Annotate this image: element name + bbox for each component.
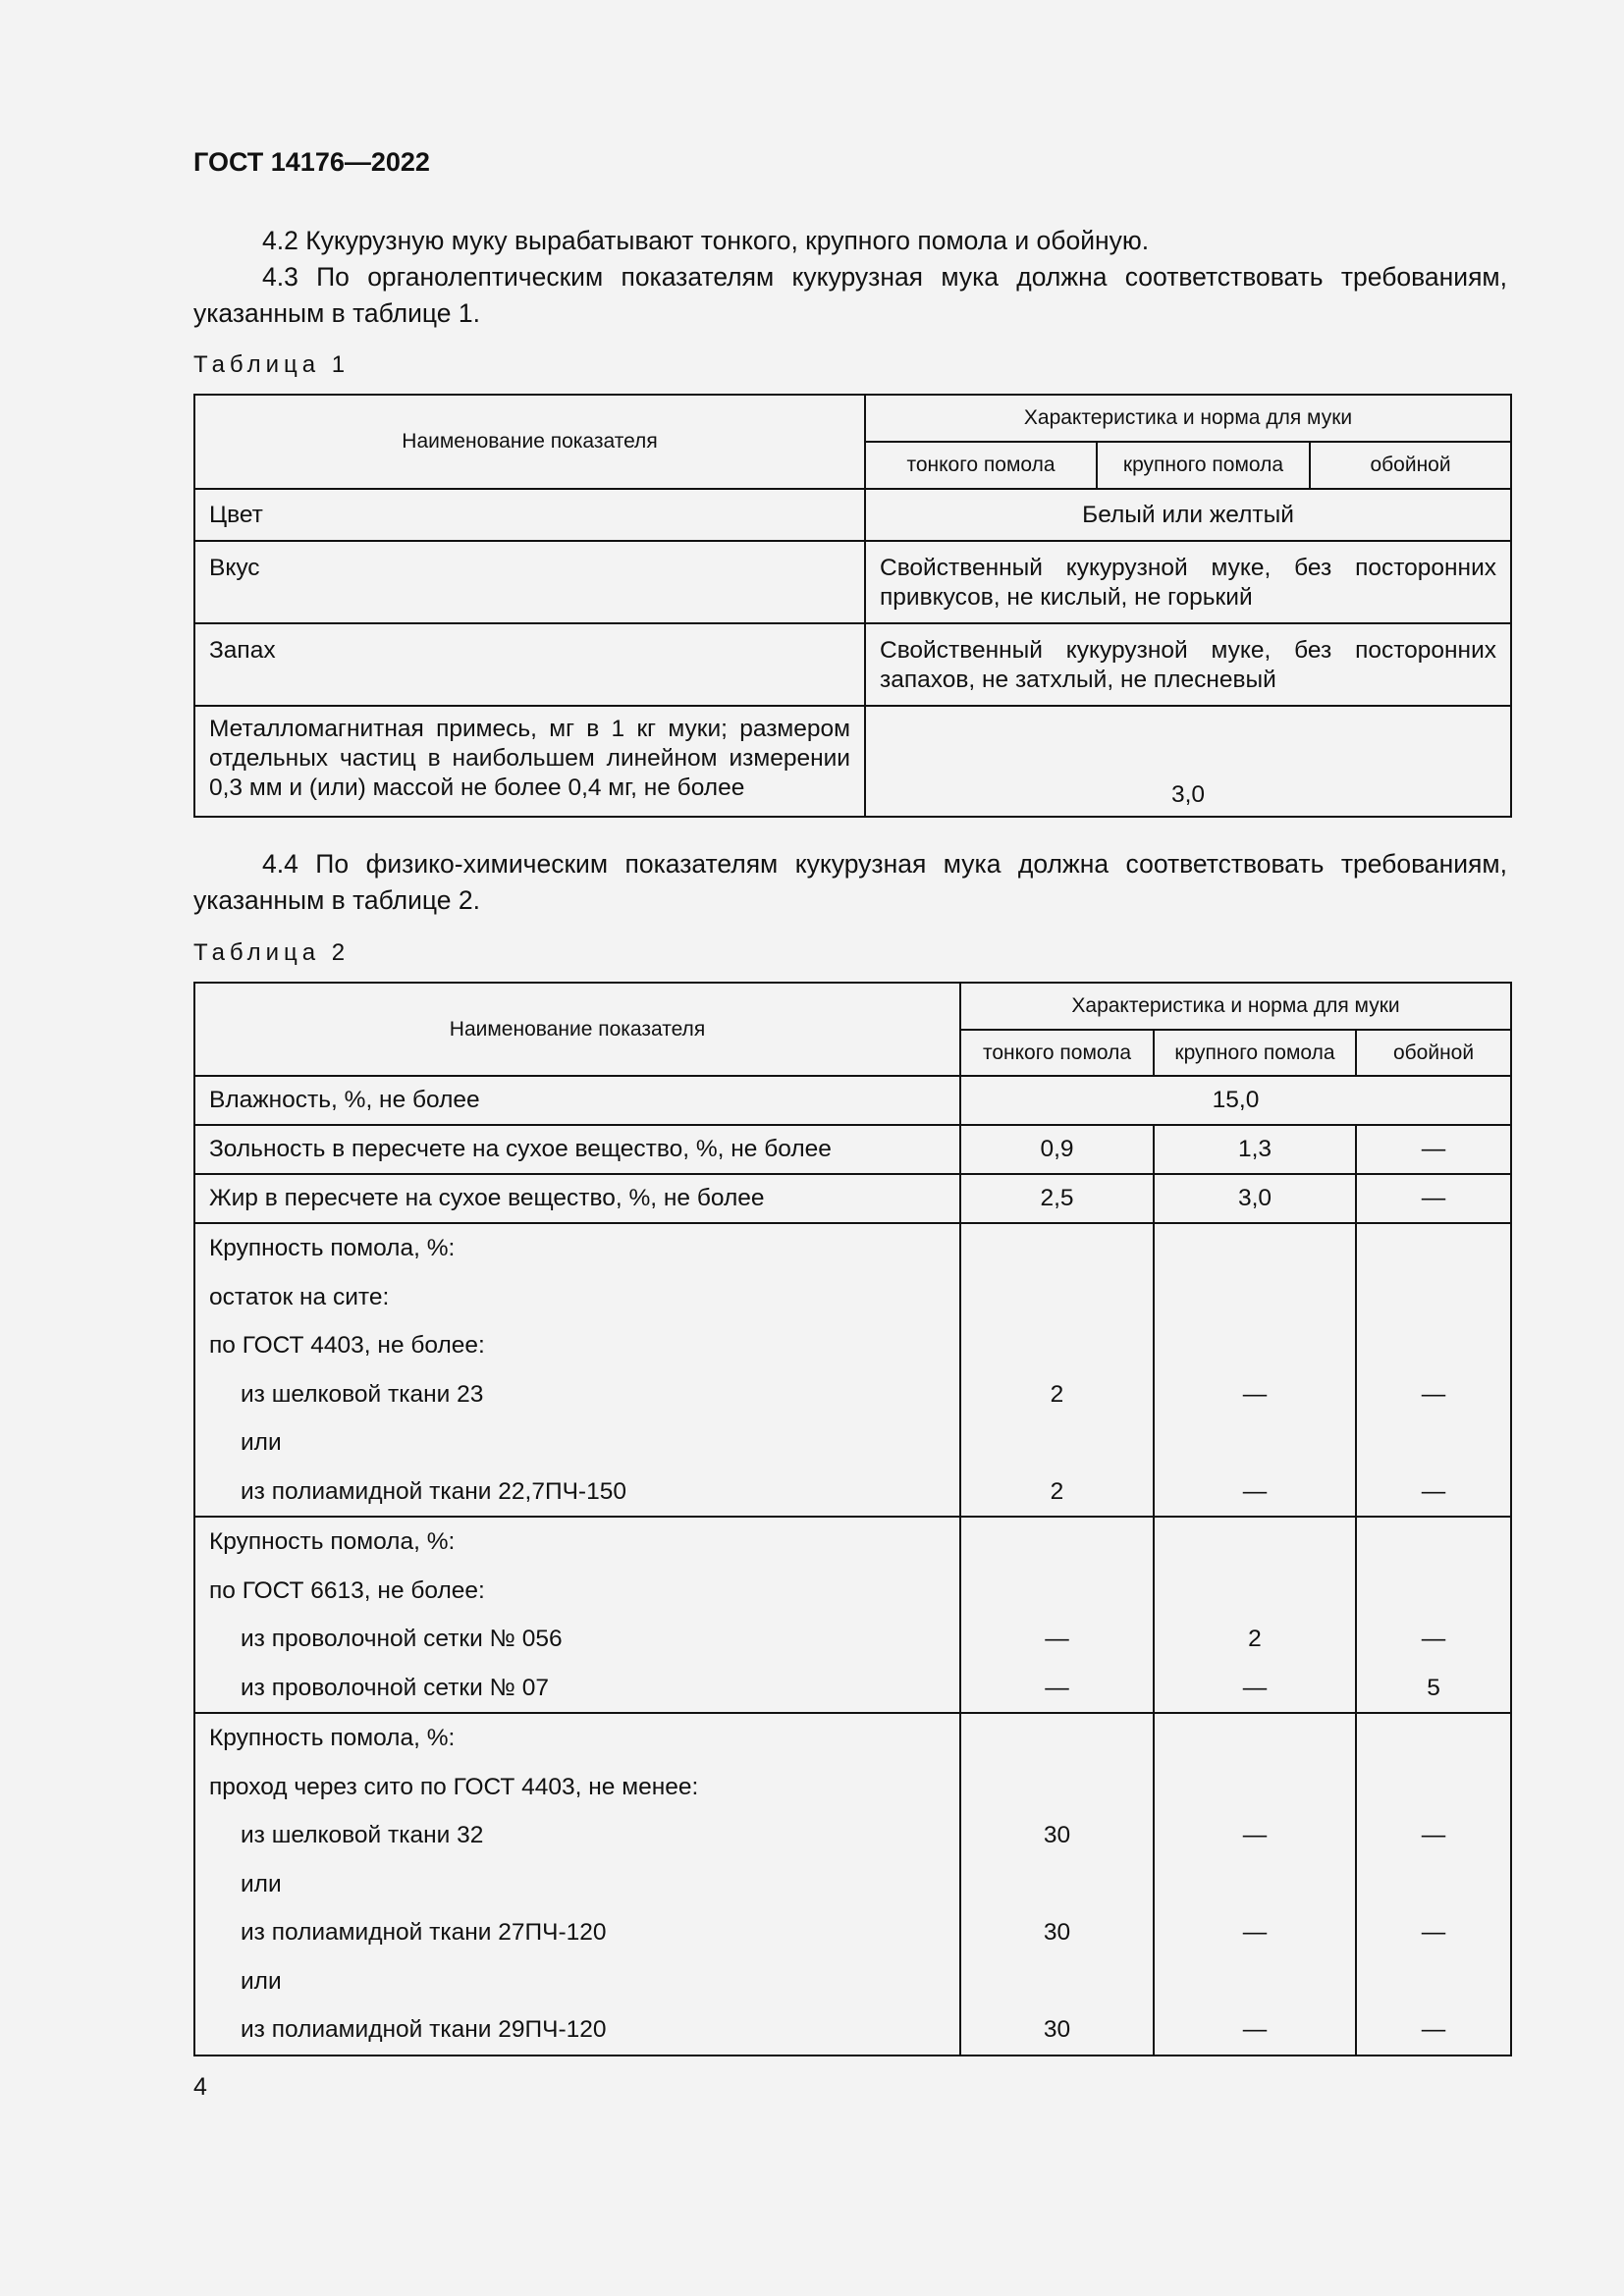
group-value: [975, 1418, 1139, 1468]
row-value-line: запахов, не затхлый, не плесневый: [880, 667, 1276, 693]
group-value: —: [1045, 1626, 1069, 1652]
group-line: из шелковой ткани 23: [241, 1380, 484, 1408]
group-values-fine: [960, 1713, 1154, 2056]
group-line: или: [241, 1967, 282, 1995]
row-label: Цвет: [194, 489, 865, 541]
group-value: [1168, 1518, 1341, 1567]
row-value: 3,0: [865, 706, 1511, 817]
table-2-header-group: Характеристика и норма для муки: [960, 983, 1511, 1030]
group-value: —: [1421, 1626, 1446, 1652]
group-values-coarse: [1154, 1223, 1356, 1517]
row-value-wholemeal: —: [1356, 1174, 1511, 1223]
row-label: Жир в пересчете на сухое вещество, %, не более: [194, 1174, 960, 1223]
table-1-header-coarse: крупного помола: [1097, 442, 1310, 489]
table-2-header-coarse: крупного помола: [1154, 1030, 1356, 1076]
row-value-coarse: 3,0: [1154, 1174, 1356, 1223]
group-value: [975, 1860, 1139, 1909]
row-value-line: Свойственный кукурузной муке, без посторонних: [880, 637, 1497, 664]
group-value: 30: [1043, 1919, 1071, 1946]
group-values-fine: [960, 1223, 1154, 1517]
group-value: [1371, 1224, 1496, 1273]
group-value: —: [1242, 1477, 1268, 1505]
group-value: [1371, 1273, 1496, 1322]
group-line: остаток на сите:: [209, 1283, 390, 1310]
group-value: 2: [1248, 1626, 1262, 1652]
group-value: —: [1242, 1822, 1268, 1848]
row-label-line: Металломагнитная примесь, мг в 1 кг муки; размером: [209, 716, 850, 742]
group-value: 2: [1050, 1380, 1064, 1408]
group-value: [975, 1957, 1139, 2006]
row-value: Белый или желтый: [865, 489, 1511, 541]
group-line: Крупность помола, %:: [209, 1528, 456, 1555]
group-value: —: [1242, 1919, 1268, 1946]
paragraph-4-4: 4.4 По физико-химическим показателям кукурузная мука должна соответствовать требованиям, указанным в таблице 2.: [193, 849, 1507, 915]
table-row: [194, 1174, 1511, 1223]
table-2-header-wholemeal: обойной: [1356, 1030, 1511, 1076]
group-line: проход через сито по ГОСТ 4403, не менее:: [209, 1773, 699, 1800]
group-value: [975, 1714, 1139, 1763]
row-value: [865, 623, 1511, 706]
group-value: [1168, 1957, 1341, 2006]
group-value: —: [1242, 2016, 1268, 2043]
paragraph-4-3: 4.3 По органолептическим показателям кукурузная мука должна соответствовать требованиям, указанным в таблице 1.: [193, 262, 1507, 328]
group-line: или: [241, 1870, 282, 1897]
table-row-group: [194, 1223, 1511, 1517]
group-values-coarse: [1154, 1517, 1356, 1713]
row-label: Зольность в пересчете на сухое вещество, %, не более: [194, 1125, 960, 1174]
group-value: [1371, 1860, 1496, 1909]
document-code: ГОСТ 14176—2022: [193, 147, 430, 177]
group-value: [1168, 1418, 1341, 1468]
group-value: 5: [1427, 1674, 1440, 1701]
row-label: Вкус: [194, 541, 865, 623]
row-label: [194, 706, 865, 817]
row-value-coarse: 1,3: [1154, 1125, 1356, 1174]
table-2: [193, 982, 1512, 2056]
group-values-wholemeal: [1356, 1713, 1511, 2056]
row-label-line: 0,3 мм и (или) массой не более 0,4 мг, не более: [209, 774, 745, 801]
group-value: [975, 1273, 1139, 1322]
group-value: [1371, 1418, 1496, 1468]
table-1-header-wholemeal: обойной: [1310, 442, 1511, 489]
group-value: [1168, 1860, 1341, 1909]
group-line: Крупность помола, %:: [209, 1235, 456, 1261]
group-value: [1371, 1714, 1496, 1763]
group-value: 30: [1043, 1822, 1071, 1848]
group-value: [975, 1567, 1139, 1616]
page-number: 4: [193, 2073, 207, 2101]
group-value: —: [1045, 1674, 1069, 1701]
group-value: [975, 1518, 1139, 1567]
group-labels: [194, 1223, 960, 1517]
group-value: [1371, 1567, 1496, 1616]
group-line: из шелковой ткани 32: [241, 1822, 484, 1848]
group-labels: [194, 1517, 960, 1713]
group-value: —: [1421, 1477, 1446, 1505]
row-label: Запах: [194, 623, 865, 706]
table-1-header-group: Характеристика и норма для муки: [865, 395, 1511, 442]
group-value: —: [1242, 1674, 1268, 1701]
table-row: [194, 623, 1511, 706]
group-value: [1371, 1763, 1496, 1812]
group-line: по ГОСТ 4403, не более:: [209, 1332, 485, 1359]
table-row-group: [194, 1517, 1511, 1713]
group-value: 30: [1043, 2016, 1071, 2043]
row-value-line: привкусов, не кислый, не горький: [880, 584, 1253, 611]
table-2-header-fine: тонкого помола: [960, 1030, 1154, 1076]
table-1-header-fine: тонкого помола: [865, 442, 1097, 489]
group-line: или: [241, 1429, 282, 1456]
group-line: из проволочной сетки № 07: [241, 1674, 549, 1701]
group-values-coarse: [1154, 1713, 1356, 2056]
table-row: [194, 1125, 1511, 1174]
table-row: [194, 1076, 1511, 1125]
row-value: [865, 541, 1511, 623]
group-line: Крупность помола, %:: [209, 1725, 456, 1751]
group-value: —: [1421, 1380, 1446, 1408]
group-values-wholemeal: [1356, 1223, 1511, 1517]
row-value-line: Свойственный кукурузной муке, без посторонних: [880, 555, 1497, 581]
table-1: [193, 394, 1512, 818]
group-value: [1168, 1714, 1341, 1763]
group-value: [1168, 1763, 1341, 1812]
group-value: [1371, 1957, 1496, 2006]
table-row: [194, 489, 1511, 541]
row-label: Влажность, %, не более: [194, 1076, 960, 1125]
group-value: [975, 1763, 1139, 1812]
table-row: [194, 706, 1511, 817]
group-line: из полиамидной ткани 29ПЧ-120: [241, 2016, 607, 2043]
table-row: [194, 541, 1511, 623]
group-value: —: [1242, 1380, 1268, 1408]
group-line: из полиамидной ткани 22,7ПЧ-150: [241, 1477, 626, 1505]
group-values-fine: [960, 1517, 1154, 1713]
group-value: [975, 1321, 1139, 1370]
group-value: —: [1421, 1822, 1446, 1848]
group-value: [1371, 1518, 1496, 1567]
group-value: [1371, 1321, 1496, 1370]
group-line: по ГОСТ 6613, не более:: [209, 1576, 485, 1604]
row-value: 15,0: [960, 1076, 1511, 1125]
table-2-header-name: Наименование показателя: [194, 983, 960, 1076]
group-value: —: [1421, 2016, 1446, 2043]
group-line: из проволочной сетки № 056: [241, 1626, 563, 1652]
group-value: [975, 1224, 1139, 1273]
group-value: —: [1421, 1919, 1446, 1946]
group-value: [1168, 1273, 1341, 1322]
group-labels: [194, 1713, 960, 2056]
table-1-header-name: Наименование показателя: [194, 395, 865, 489]
group-value: [1168, 1567, 1341, 1616]
group-value: [1168, 1224, 1341, 1273]
row-value-wholemeal: —: [1356, 1125, 1511, 1174]
paragraph-4-2: 4.2 Кукурузную муку вырабатывают тонкого, крупного помола и обойную.: [262, 226, 1150, 255]
table-1-caption: Таблица 1: [193, 351, 351, 378]
table-2-caption: Таблица 2: [193, 939, 351, 966]
group-line: из полиамидной ткани 27ПЧ-120: [241, 1919, 607, 1946]
group-values-wholemeal: [1356, 1517, 1511, 1713]
row-value-fine: 2,5: [960, 1174, 1154, 1223]
row-label-line: отдельных частиц в наибольшем линейном измерении: [209, 745, 850, 772]
table-row-group: [194, 1713, 1511, 2056]
group-value: 2: [1050, 1477, 1064, 1505]
group-value: [1168, 1321, 1341, 1370]
row-value-fine: 0,9: [960, 1125, 1154, 1174]
